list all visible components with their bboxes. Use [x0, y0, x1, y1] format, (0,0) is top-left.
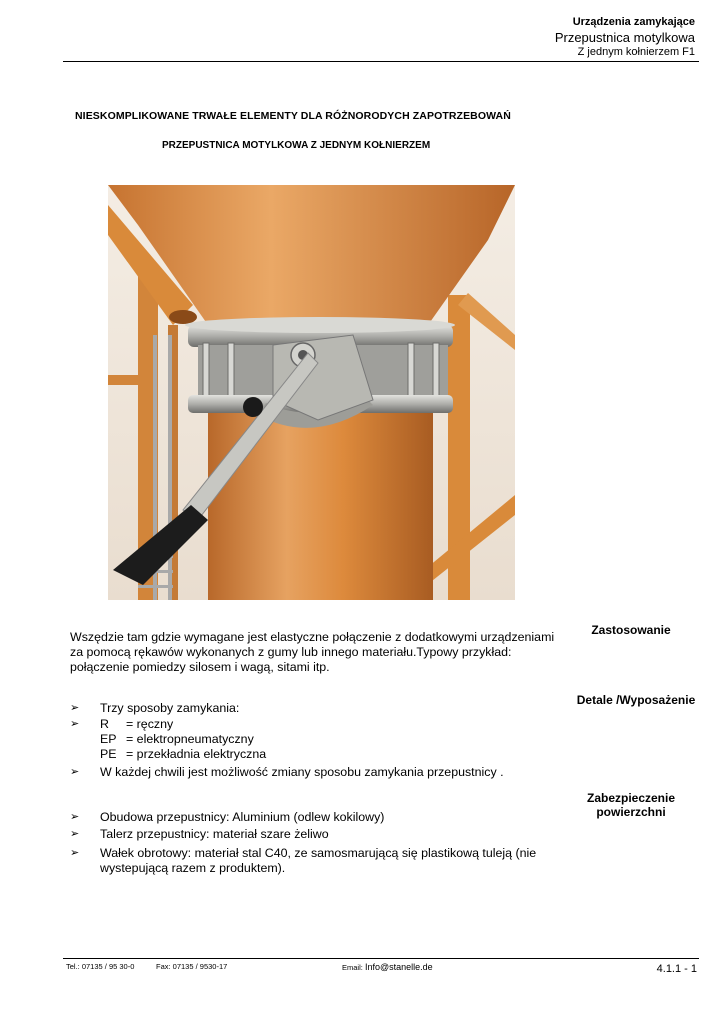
application-line-3: połączenie pomiedzy silosem i wagą, sitami itp.: [70, 660, 330, 674]
header-variant: Z jednym kołnierzem F1: [577, 46, 695, 58]
footer-email-label: Email:: [342, 963, 363, 972]
section-label-application-text: Zastosowanie: [591, 623, 671, 637]
arrow-bullet-icon: ➢: [70, 702, 80, 714]
arrow-bullet-icon: ➢: [70, 766, 80, 778]
arrow-bullet-icon: ➢: [70, 811, 80, 823]
page-number: 4.1.1 - 1: [656, 963, 697, 975]
surface-housing: Obudowa przepustnicy: Aluminium (odlew kokilowy): [100, 810, 385, 824]
code-label: R: [100, 717, 109, 731]
header-divider: [63, 61, 699, 62]
details-change-note: W każdej chwili jest możliwość zmiany sposobu zamykania przepustnicy .: [100, 765, 504, 779]
arrow-bullet-icon: ➢: [70, 718, 80, 730]
footer-email-address[interactable]: Info@stanelle.de: [364, 962, 433, 972]
arrow-bullet-icon: ➢: [70, 847, 80, 859]
header-category: Urządzenia zamykające: [572, 16, 695, 28]
section-label-details-text: Detale /Wyposażenie: [576, 693, 696, 707]
section-label-surface-line1: Zabezpieczenie: [586, 791, 676, 805]
surface-shaft-line1: Wałek obrotowy: materiał stal C40, ze samosmarującą się plastikową tuleją (nie: [100, 846, 537, 860]
arrow-bullet-icon: ➢: [70, 828, 80, 840]
section-label-application: [556, 623, 706, 637]
application-line-1: Wszędzie tam gdzie wymagane jest elastyczne połączenie z dodatkowymi urządzeniami: [70, 630, 555, 644]
footer-divider: [63, 958, 699, 959]
footer-tel: Tel.: 07135 / 95 30-0: [66, 962, 135, 971]
section-label-details: [556, 693, 716, 707]
code-label: PE: [100, 747, 117, 761]
document-header: [555, 16, 695, 60]
product-photo: [108, 185, 515, 600]
code-desc: = ręczny: [126, 717, 174, 731]
code-desc: = przekładnia elektryczna: [126, 747, 267, 761]
code-row-r: [100, 717, 173, 732]
footer-email: [342, 962, 433, 972]
application-paragraph: [70, 630, 560, 675]
application-line-2: za pomocą rękawów wykonanych z gumy lub innego materiału.Typowy przykład:: [70, 645, 512, 659]
surface-shaft-line2: wystepującą razem z produktem).: [100, 861, 286, 875]
section-label-surface-line2: powierzchni: [596, 805, 666, 820]
section-label-surface: [556, 791, 706, 820]
surface-shaft: [100, 846, 560, 876]
sub-title: PRZEPUSTNICA MOTYLKOWA Z JEDNYM KOŁNIERZEM: [162, 140, 431, 151]
code-row-ep: [100, 732, 254, 747]
footer-fax: Fax: 07135 / 9530-17: [156, 962, 228, 971]
code-label: EP: [100, 732, 117, 746]
code-desc: = elektropneumatyczny: [126, 732, 254, 746]
header-product: Przepustnica motylkowa: [554, 29, 695, 45]
code-row-pe: [100, 747, 266, 762]
main-title: NIESKOMPLIKOWANE TRWAŁE ELEMENTY DLA RÓŻNORODYCH ZAPOTRZEBOWAŃ: [75, 110, 511, 122]
details-closing-methods: Trzy sposoby zamykania:: [100, 701, 240, 715]
surface-disc: Talerz przepustnicy: materiał szare żeliwo: [100, 827, 329, 841]
